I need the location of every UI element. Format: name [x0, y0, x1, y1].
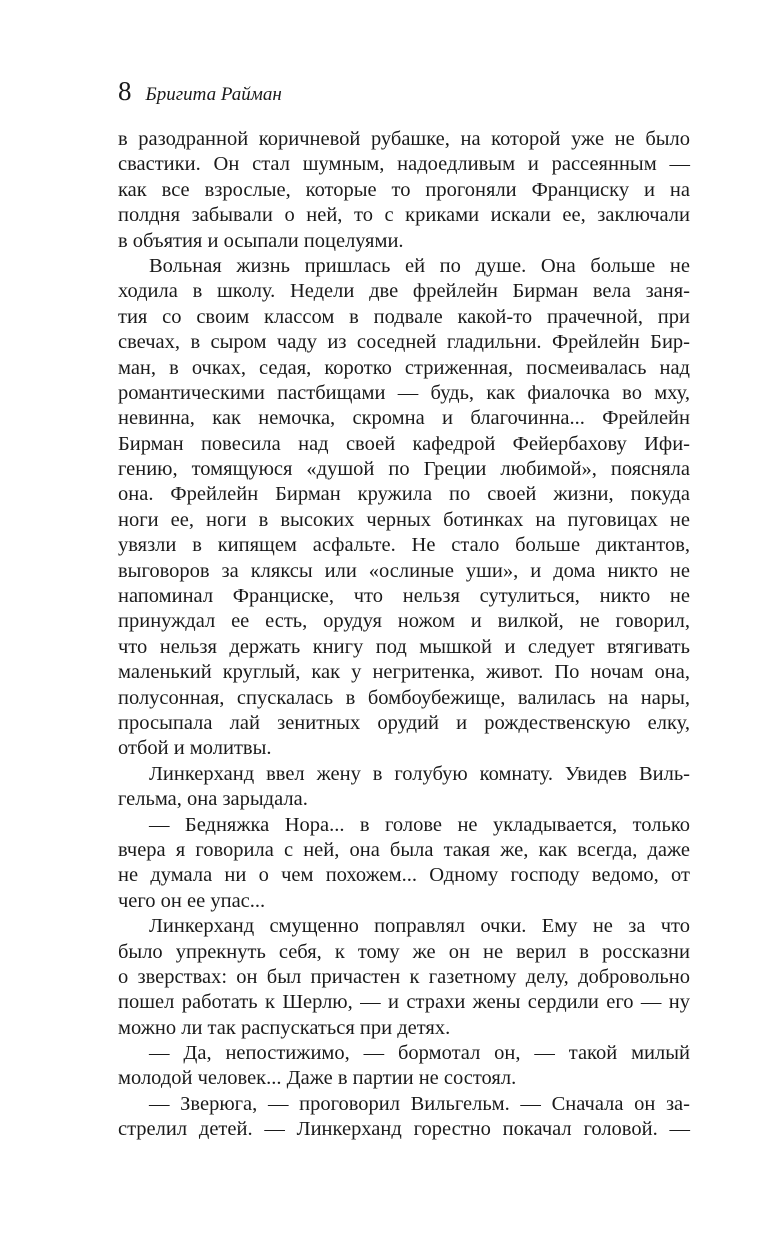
- text-line: было упрекнуть себя, к тому же он не верил в россказни: [118, 940, 690, 963]
- text-line: Линкерханд ввел жену в голубую комнату. Увидев Виль-: [149, 762, 690, 785]
- text-line: полусонная, спускалась в бомбоубежище, валилась на нары,: [118, 686, 690, 709]
- text-line: маленький круглый, как у негритенка, живот. По ночам она,: [118, 661, 690, 684]
- page-number: 8: [118, 76, 132, 106]
- text-line: что нельзя держать книгу под мышкой и следует втягивать: [118, 635, 690, 658]
- text-line: напоминал Франциске, что нельзя сутулиться, никто не: [118, 585, 690, 608]
- text-line: можно ли так распускаться при детях.: [118, 1016, 451, 1039]
- text-line: полдня забывали о ней, то с криками искали ее, заключали: [118, 204, 690, 227]
- text-line: ходила в школу. Недели две фрейлейн Бирман вела заня-: [118, 280, 690, 303]
- text-line: пошел работать к Шерлю, — и страхи жены сердили его — ну: [118, 991, 690, 1014]
- text-line: принуждал ее есть, орудуя ножом и вилкой, не говорил,: [118, 610, 690, 633]
- text-line: Вольная жизнь пришлась ей по душе. Она больше не: [149, 254, 690, 277]
- text-line: ноги ее, ноги в высоких черных ботинках на пуговицах не: [118, 508, 690, 531]
- text-line: не думала ни о чем похожем... Одному господу ведомо, от: [118, 864, 690, 887]
- text-line: свастики. Он стал шумным, надоедливым и рассеянным —: [118, 153, 690, 176]
- text-line: — Бедняжка Нора... в голове не укладывается, только: [149, 813, 690, 836]
- text-line: Бирман повесила над своей кафедрой Фейербахову Ифи-: [118, 432, 690, 455]
- text-line: она. Фрейлейн Бирман кружила по своей жизни, покуда: [118, 483, 690, 506]
- text-line: романтическими пастбищами — будь, как фиалочка во мху,: [118, 381, 690, 404]
- text-line: в разодранной коричневой рубашке, на которой уже не было: [118, 128, 690, 150]
- text-line: отбой и молитвы.: [118, 737, 272, 760]
- text-line: увязли в кипящем асфальте. Не стало больше диктантов,: [118, 534, 690, 557]
- text-line: просыпала лай зенитных орудий и рождественскую елку,: [118, 711, 690, 734]
- body-text: [118, 127, 690, 1143]
- running-title: Бригита Райман: [145, 84, 282, 105]
- text-line: гению, томящуюся «душой по Греции любимой», поясняла: [118, 458, 690, 481]
- text-line: в объятия и осыпали поцелуями.: [118, 229, 404, 252]
- text-line: как все взрослые, которые то прогоняли Франциску и на: [118, 178, 690, 201]
- text-line: молодой человек... Даже в партии не состоял.: [118, 1067, 517, 1090]
- text-line: о зверствах: он был причастен к газетному делу, добровольно: [118, 965, 690, 988]
- text-line: Линкерханд смущенно поправлял очки. Ему не за что: [149, 915, 690, 938]
- text-line: тия со своим классом в подвале какой-то прачечной, при: [118, 305, 690, 328]
- text-line: гельма, она зарыдала.: [118, 788, 308, 811]
- page-header: [118, 76, 282, 110]
- text-line: — Да, непостижимо, — бормотал он, — такой милый: [149, 1042, 690, 1065]
- text-line: невинна, как немочка, скромна и благочинна... Фрейлейн: [118, 407, 690, 430]
- text-line: стрелил детей. — Линкерханд горестно покачал головой. —: [118, 1118, 690, 1141]
- text-line: свечах, в сыром чаду из соседней гладильни. Фрейлейн Бир-: [118, 331, 690, 354]
- text-line: вчера я говорила с ней, она была такая же, как всегда, даже: [118, 838, 690, 861]
- text-line: — Зверюга, — проговорил Вильгельм. — Сначала он за-: [149, 1092, 690, 1115]
- text-line: чего он ее упас...: [118, 889, 266, 912]
- text-line: выговоров за кляксы или «ослиные уши», и дома никто не: [118, 559, 690, 582]
- text-line: ман, в очках, седая, коротко стриженная, посмеивалась над: [118, 356, 690, 379]
